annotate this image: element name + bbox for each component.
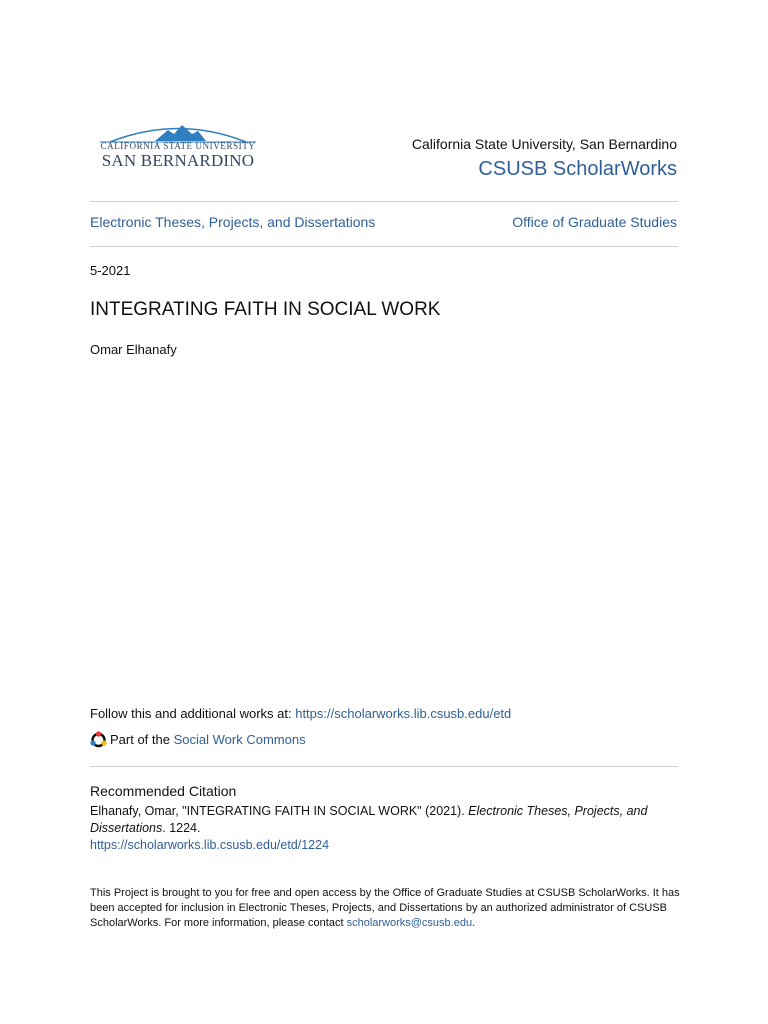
citation-text: Elhanafy, Omar, "INTEGRATING FAITH IN SOCIAL WORK" (2021).	[90, 804, 469, 818]
recommended-citation-heading: Recommended Citation	[90, 783, 237, 799]
divider	[90, 246, 678, 247]
document-title: INTEGRATING FAITH IN SOCIAL WORK	[90, 299, 441, 320]
access-statement	[90, 886, 680, 931]
social-work-commons-link[interactable]: Social Work Commons	[173, 732, 306, 747]
citation-url-link[interactable]: https://scholarworks.lib.csusb.edu/etd/1224	[90, 838, 330, 852]
university-name: California State University, San Bernardino	[411, 136, 677, 152]
part-of-line	[90, 731, 306, 748]
logo-text-university: CALIFORNIA STATE UNIVERSITY	[100, 141, 256, 151]
divider	[90, 201, 678, 202]
follow-url-link[interactable]: https://scholarworks.lib.csusb.edu/etd	[295, 706, 512, 721]
follow-line	[90, 706, 511, 721]
follow-prefix: Follow this and additional works at:	[90, 706, 296, 721]
department-link[interactable]: Office of Graduate Studies	[512, 214, 677, 230]
citation-block	[90, 803, 678, 854]
access-statement-text: This Project is brought to you for free and open access by the Office of Graduate Studies at CSUSB ScholarWorks. It has been accepted for inclusion in Electronic Theses, Projects, and Dissertations by an authorized administrator of CSUSB ScholarWorks. For more information, please contact	[90, 887, 680, 929]
document-author: Omar Elhanafy	[90, 342, 177, 357]
logo-text-campus: SAN BERNARDINO	[101, 151, 255, 170]
citation-series: Electronic Theses, Projects, and Dissertations	[90, 804, 648, 835]
access-statement-end: .	[472, 917, 476, 929]
citation-number: . 1224.	[162, 821, 201, 835]
commons-network-icon	[90, 731, 107, 748]
contact-email-link[interactable]: scholarworks@csusb.edu	[346, 917, 473, 929]
university-logo	[100, 121, 260, 173]
collection-link[interactable]: Electronic Theses, Projects, and Dissertations	[90, 214, 376, 230]
divider	[90, 766, 678, 767]
mountain-logo-icon	[100, 121, 256, 143]
repository-link[interactable]: CSUSB ScholarWorks	[478, 158, 677, 180]
publication-date: 5-2021	[90, 263, 131, 278]
part-of-prefix: Part of the	[110, 732, 170, 747]
